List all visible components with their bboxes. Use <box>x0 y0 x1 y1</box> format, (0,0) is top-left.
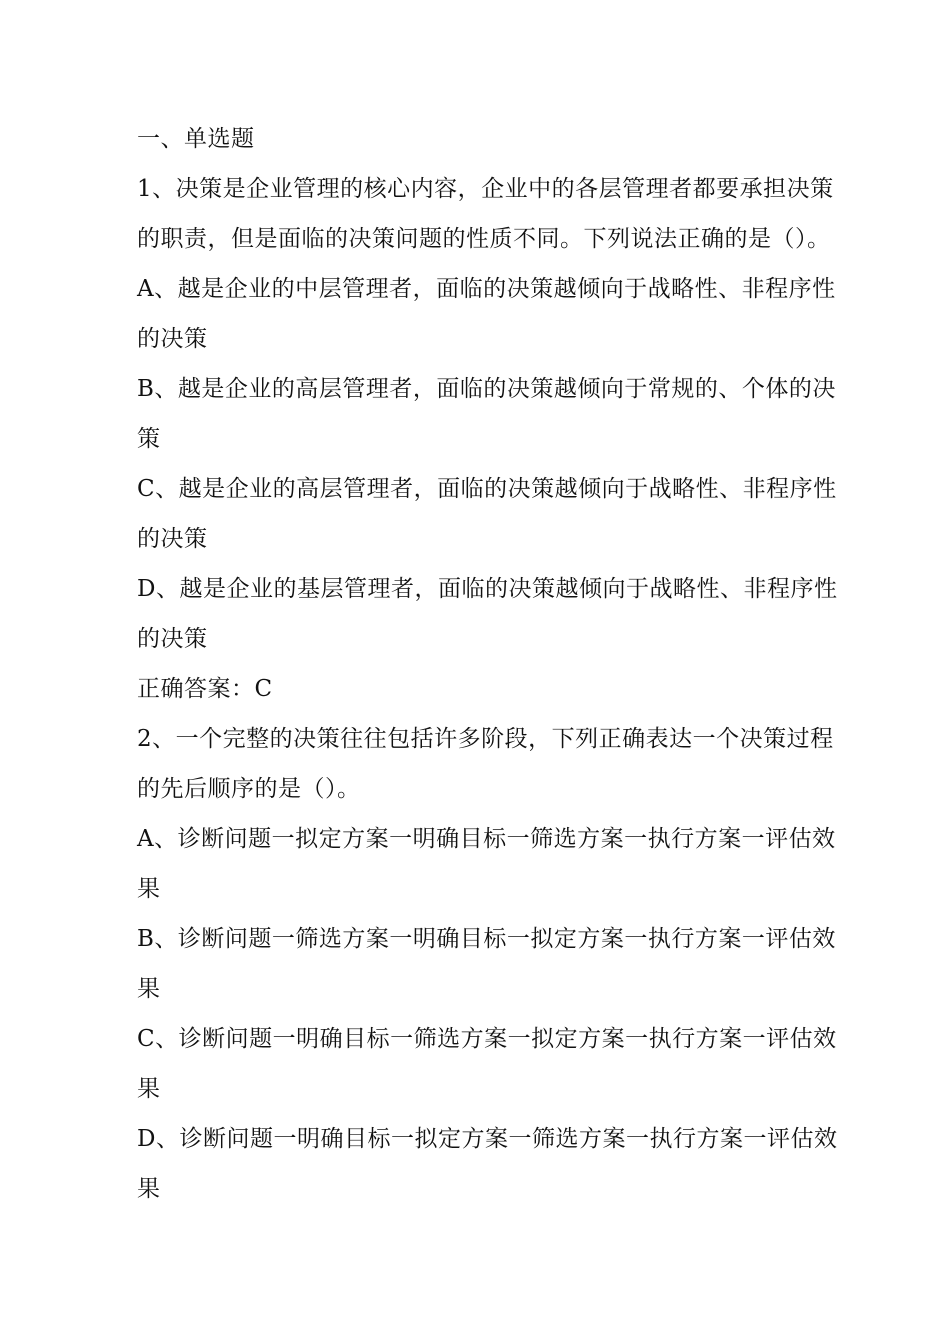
question-2-option-d-line-2: 果 <box>137 1176 161 1202</box>
question-2-option-b-line-1: B、诊断问题一筛选方案一明确目标一拟定方案一执行方案一评估效 <box>137 926 836 952</box>
question-2-option-a-line-2: 果 <box>137 876 161 902</box>
question-1-option-a-line-2: 的决策 <box>137 326 208 352</box>
question-2-stem-line-1: 2、一个完整的决策往往包括许多阶段，下列正确表达一个决策过程 <box>137 726 834 752</box>
question-2-option-c-line-2: 果 <box>137 1076 161 1102</box>
question-1-option-b-line-2: 策 <box>137 426 161 452</box>
question-1-stem-line-2: 的职责，但是面临的决策问题的性质不同。下列说法正确的是（）。 <box>137 226 831 252</box>
question-2 <box>137 714 838 1214</box>
question-2-option-d-line-1: D、诊断问题一明确目标一拟定方案一筛选方案一执行方案一评估效 <box>137 1126 838 1152</box>
question-2-option-b-line-2: 果 <box>137 976 161 1002</box>
section-heading: 一、单选题 <box>137 126 255 152</box>
question-1-option-d-line-1: D、越是企业的基层管理者，面临的决策越倾向于战略性、非程序性 <box>137 576 838 602</box>
question-1-option-d-line-2: 的决策 <box>137 626 208 652</box>
question-1-option-b-line-1: B、越是企业的高层管理者，面临的决策越倾向于常规的、个体的决 <box>137 376 836 402</box>
question-2-option-c-line-1: C、诊断问题一明确目标一筛选方案一拟定方案一执行方案一评估效 <box>137 1026 837 1052</box>
question-2-stem-line-2: 的先后顺序的是（）。 <box>137 776 361 802</box>
question-1-option-a-line-1: A、越是企业的中层管理者，面临的决策越倾向于战略性、非程序性 <box>137 276 836 302</box>
question-1-option-c-line-2: 的决策 <box>137 526 208 552</box>
question-1-answer: 正确答案：C <box>137 676 273 702</box>
question-1-stem-line-1: 1、决策是企业管理的核心内容，企业中的各层管理者都要承担决策 <box>137 176 834 202</box>
question-2-option-a-line-1: A、诊断问题一拟定方案一明确目标一筛选方案一执行方案一评估效 <box>137 826 836 852</box>
question-1-option-c-line-1: C、越是企业的高层管理者，面临的决策越倾向于战略性、非程序性 <box>137 476 837 502</box>
document-page <box>137 114 838 1214</box>
question-1 <box>137 164 838 714</box>
